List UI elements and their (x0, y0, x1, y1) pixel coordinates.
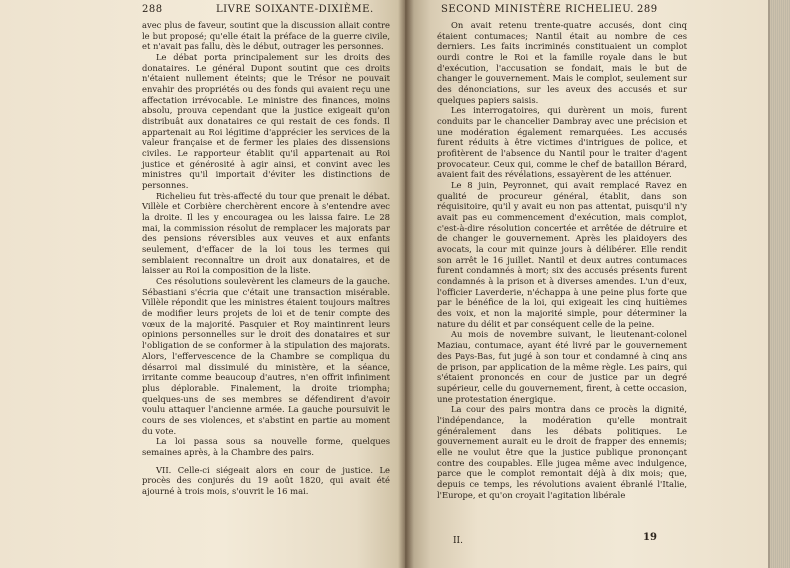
left-page-text (142, 20, 390, 497)
signature-mark: II. (453, 536, 463, 546)
right-page-number: 289 (637, 4, 658, 15)
right-running-head: SECOND MINISTÈRE RICHELIEU. (441, 4, 634, 15)
paragraph: Richelieu fut très-affecté du tour que prenait le débat. Villèle et Corbière cherchèrent encore à s'entendre avec la droite. Il les y encouragea ou les laissa faire. Le 28 mai, la commission résolut de remplacer les majorats par des pensions réversibles aux veuves et aux enfants seulement, d'effacer de la loi tous les termes qui semblaient reconnaître un droit aux donataires, et de laisser au Roi la composition de la liste. (142, 190, 390, 276)
paragraph: La loi passa sous sa nouvelle forme, quelques semaines après, à la Chambre des pairs. (142, 436, 390, 457)
right-page (405, 0, 770, 568)
book-gutter (398, 0, 414, 568)
paragraph: Ces résolutions soulevèrent les clameurs de la gauche. Sébastiani s'écria que c'était une transaction misérable. Villèle répondit que les ministres étaient toujours maîtres de modifier leurs projets de loi et de tenir compte des vœux de la majorité. Pasquier et Roy maintinrent leurs opinions personnelles sur le droit des donataires et sur l'obligation de se conformer à la stipulation des majorats. Alors, l'effervescence de la Chambre se compliqua du désarroi mal dissimulé du ministère, et la séance, irritante comme beaucoup d'autres, n'en offrit infiniment plus déplorable. Finalement, la droite triompha; quelques-uns de ses membres se défendirent d'avoir voulu attaquer l'ancienne armée. La gauche poursuivit le cours de ses violences, et s'abstint en partie au moment du vote. (142, 276, 390, 436)
paragraph: Le 8 juin, Peyronnet, qui avait remplacé Ravez en qualité de procureur général, établit, dans son réquisitoire, qu'il y avait eu non pas attentat, puisqu'il n'y avait pas eu commencement d'exécution, mais complot, c'est-à-dire résolution concertée et arrêtée de détruire et de changer le gouvernement. Après les plaidoyers des avocats, la cour mit quinze jours à délibérer. Elle rendit son arrêt le 16 juillet. Nantil et deux autres contumaces furent condamnés à mort; six des accusés présents furent condamnés à la prison et à diverses amendes. L'un d'eux, l'officier Laverderie, n'échappa à une peine plus forte que par le bénéfice de la loi, qui exigeait les cinq huitièmes des voix, et non la majorité simple, pour déterminer la nature du délit et par conséquent celle de la peine. (437, 180, 687, 329)
paragraph: Le débat porta principalement sur les droits des donataires. Le général Dupont soutint que ces droits n'étaient nullement éteints; que le Trésor ne pouvait envahir des propriétés ou des fonds qui avaient reçu une affectation irrévocable. Le ministre des finances, moins absolu, prouva cependant que la justice exigeait qu'on distribuât aux donataires ce qui restait de ces fonds. Il appartenait au Roi légitime d'apprécier les services de la valeur française et de fermer les plaies des dissensions civiles. Le rapporteur établit qu'il appartenait au Roi justice et générosité à agir ainsi, et convint avec les ministres qu'il importait d'éviter les distinctions de personnes. (142, 52, 390, 191)
left-page-number: 288 (142, 4, 163, 15)
folio-mark: 19 (643, 532, 657, 543)
paragraph: avec plus de faveur, soutint que la discussion allait contre le but proposé; qu'elle était la préface de la guerre civile, et n'avait pas fallu, dès le début, outrager les personnes. (142, 20, 390, 52)
paragraph: VII. Celle-ci siégeait alors en cour de justice. Le procès des conjurés du 19 août 1820, qui avait été ajourné à trois mois, s'ouvrit le 16 mai. (142, 464, 390, 496)
paragraph: La cour des pairs montra dans ce procès la dignité, l'indépendance, la modération qu'elle montrait généralement dans les débats politiques. Le gouvernement aurait eu le droit de frapper des ennemis; elle ne voulut être que la justice publique prononçant contre des coupables. Elle jugea même avec indulgence, parce que le complot remontait déjà à dix mois; que, depuis ce temps, les révolutions avaient ébranlé l'Italie, l'Europe, et qu'on croyait l'agitation libérale (437, 404, 687, 500)
paragraph: Au mois de novembre suivant, le lieutenant-colonel Maziau, contumace, ayant été livré par le gouvernement des Pays-Bas, fut jugé à son tour et condamné à cinq ans de prison, par application de la même règle. Les pairs, qui s'étaient prononcés en cour de justice par un degré supérieur, celle du gouvernement, firent, à cette occasion, une protestation énergique. (437, 329, 687, 404)
paragraph: On avait retenu trente-quatre accusés, dont cinq étaient contumaces; Nantil était au nombre de ces derniers. Les faits incriminés constituaient un complot ourdi contre le Roi et la famille royale dans le but d'exécution, l'accusation se fondait, mais le but de changer le gouvernement. Mais le complot, seulement sur des dénonciations, sur les aveux des accusés et sur quelques papiers saisis. (437, 20, 687, 105)
paragraph: Les interrogatoires, qui durèrent un mois, furent conduits par le chancelier Dambray avec une précision et une modération également remarquées. Les accusés furent réduits à être victimes d'intrigues de police, et profitèrent de l'absence du Nantil pour le traiter d'agent provocateur. Ceux qui, comme le chef de bataillon Bérard, avaient fait des révélations, essayèrent de les atténuer. (437, 105, 687, 180)
right-page-text (437, 20, 687, 500)
page-block-edge (770, 0, 790, 568)
left-running-head: LIVRE SOIXANTE-DIXIÈME. (216, 4, 374, 15)
